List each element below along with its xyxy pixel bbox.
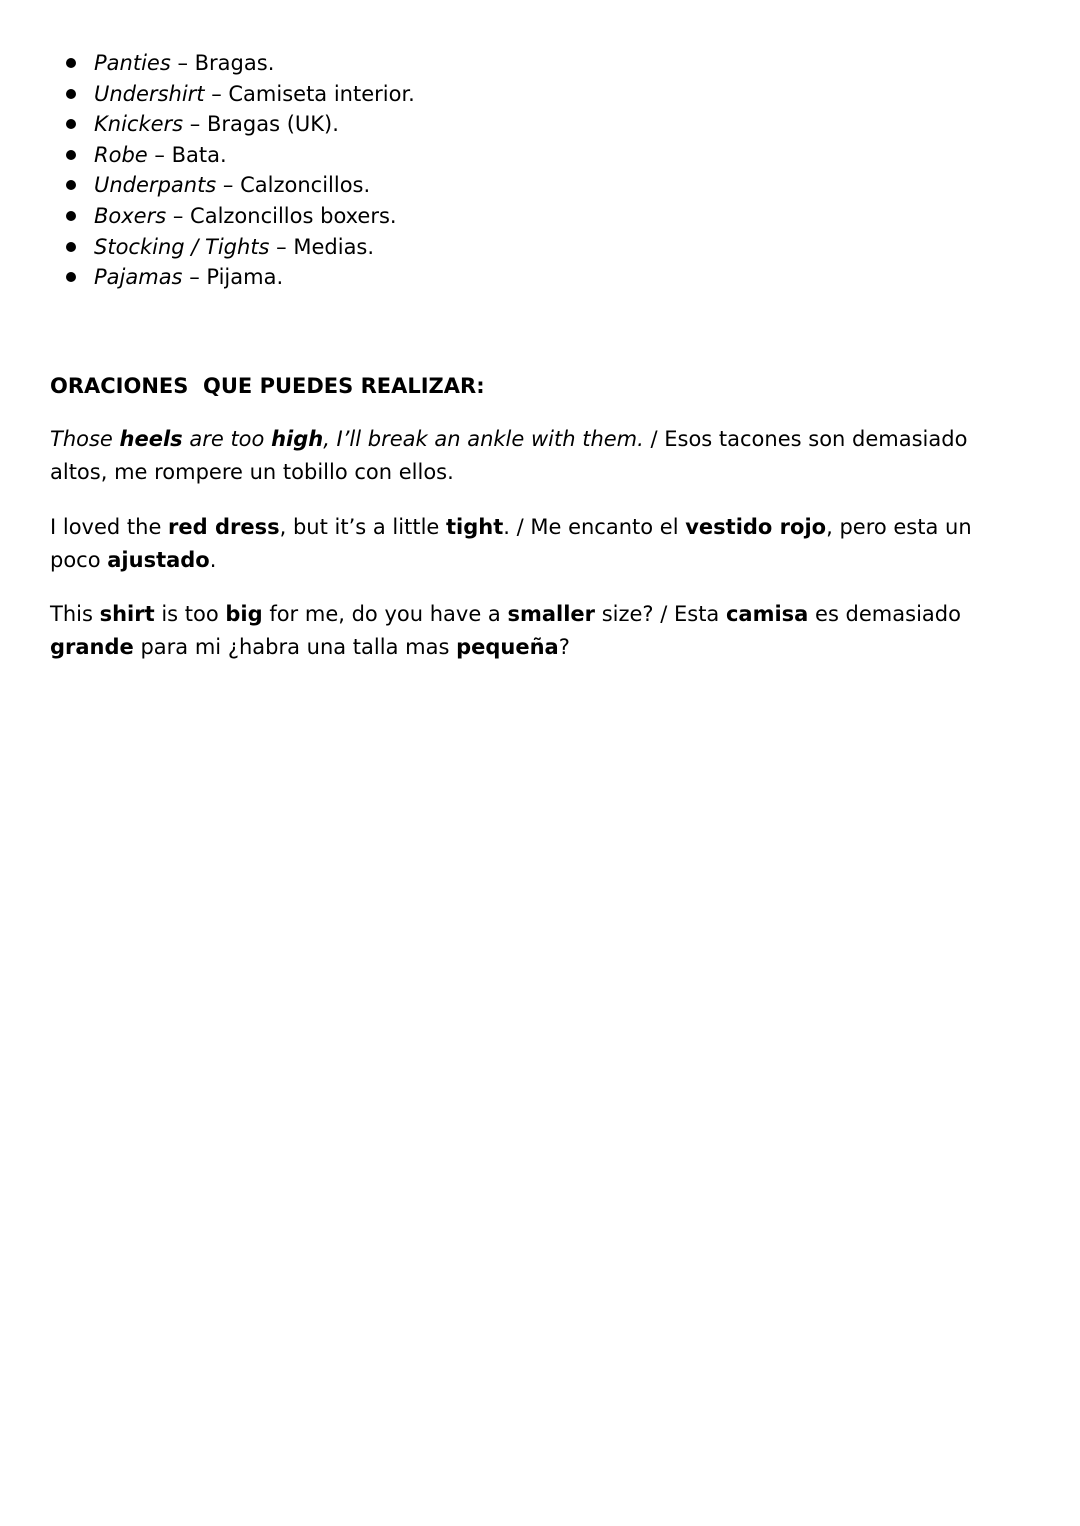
vocab-separator: – (216, 173, 241, 198)
example-sentence-shirt (50, 598, 1010, 664)
bullet-icon (66, 119, 76, 129)
sentence-keyword: grande (50, 635, 134, 659)
sentence-keyword: pequeña (456, 635, 559, 659)
vocab-separator: – (183, 112, 207, 137)
sentence-keyword: big (225, 602, 263, 626)
vocab-translation: Pijama. (206, 265, 284, 290)
sentence-text: Those (50, 427, 120, 451)
vocab-term: Undershirt (94, 81, 205, 106)
section-heading: ORACIONES QUE PUEDES REALIZAR: (50, 374, 485, 398)
sentence-keyword: tight (446, 515, 504, 539)
vocab-translation: Medias. (293, 234, 375, 259)
bullet-icon (66, 211, 76, 221)
vocab-translation: Bragas. (194, 51, 275, 75)
sentence-keyword: high (271, 427, 324, 451)
vocab-translation: Calzoncillos. (240, 173, 371, 198)
sentence-keyword: vestido rojo (685, 515, 827, 539)
vocab-translation: Bata. (171, 142, 227, 167)
bullet-icon (66, 180, 76, 190)
sentence-text: is too (154, 602, 226, 626)
sentence-keyword: red dress (168, 515, 280, 539)
vocab-term: Stocking / Tights (94, 234, 270, 259)
vocab-term: Underpants (94, 173, 217, 198)
vocab-separator: – (182, 265, 207, 290)
bullet-icon (66, 272, 76, 282)
vocab-separator: – (204, 81, 229, 106)
sentence-text: . / Me encanto el (503, 515, 686, 539)
sentence-text: para mi ¿habra una talla mas (133, 635, 457, 659)
sentence-keyword: smaller (507, 602, 596, 626)
sentence-text: size? / Esta (595, 602, 726, 626)
vocab-term: Robe (94, 142, 148, 167)
bullet-icon (66, 150, 76, 160)
vocab-term: Boxers (94, 203, 167, 228)
sentence-text: I loved the (50, 515, 169, 539)
sentence-text: . (209, 548, 217, 572)
sentence-text: , I’ll break an ankle with them. (323, 427, 644, 451)
sentence-text: , pero esta un poco (50, 515, 972, 572)
sentence-keyword: heels (119, 427, 183, 451)
bullet-icon (66, 58, 76, 68)
vocab-separator: – (170, 51, 195, 75)
sentence-keyword: ajustado (107, 548, 210, 572)
sentence-text: This (50, 602, 100, 626)
sentence-keyword: camisa (725, 602, 809, 626)
example-sentence-dress (50, 511, 1010, 577)
vocab-separator: – (147, 142, 172, 167)
sentence-keyword: shirt (99, 602, 155, 626)
sentence-text: , but it’s a little (279, 515, 446, 539)
vocab-term: Pajamas (94, 265, 183, 290)
vocab-separator: – (166, 203, 191, 228)
sentence-translation: / Esos tacones son demasiado altos, me rompere un tobillo con ellos. (50, 427, 968, 484)
sentence-text: are too (182, 427, 272, 451)
vocab-separator: – (269, 234, 294, 259)
example-sentence-heels (50, 423, 1010, 489)
vocab-translation: Bragas (UK). (206, 112, 339, 137)
bullet-icon (66, 242, 76, 252)
sentence-text: ? (558, 635, 570, 659)
vocab-translation: Calzoncillos boxers. (190, 203, 397, 228)
sentence-text: es demasiado (808, 602, 961, 626)
vocab-term: Panties (94, 51, 171, 75)
bullet-icon (66, 89, 76, 99)
sentence-text: for me, do you have a (262, 602, 508, 626)
vocab-term: Knickers (94, 112, 184, 137)
vocab-translation: Camiseta interior. (228, 81, 415, 106)
